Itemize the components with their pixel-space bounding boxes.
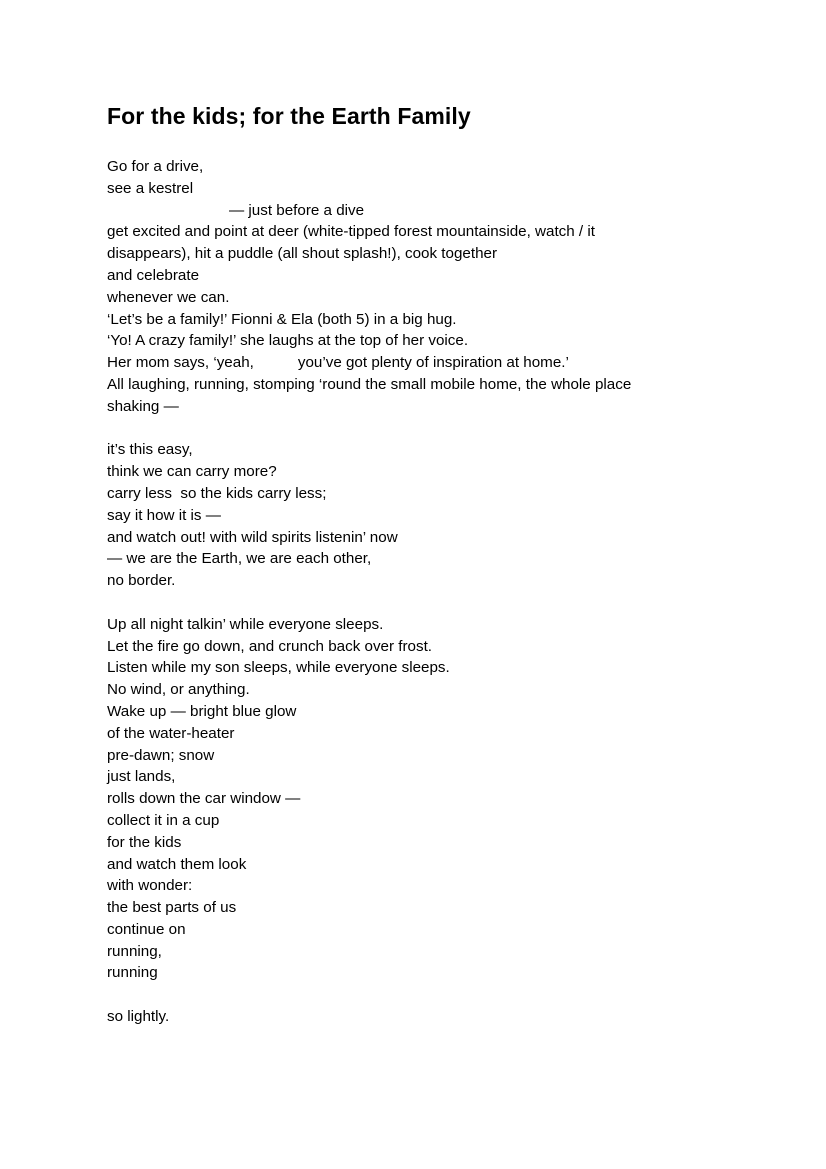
poem-line: — we are the Earth, we are each other, bbox=[107, 550, 372, 568]
poem-line-part: you’ve got plenty of inspiration at home.’ bbox=[297, 354, 569, 372]
stanza-break bbox=[107, 984, 727, 1006]
poem-title: For the kids; for the Earth Family bbox=[107, 103, 471, 129]
stanza-break bbox=[107, 418, 727, 440]
poem-line: pre-dawn; snow bbox=[107, 746, 215, 764]
poem-line: ‘Yo! A crazy family!’ she laughs at the top of her voice. bbox=[107, 332, 469, 350]
poem-line: Go for a drive, bbox=[107, 158, 204, 175]
poem-line: No wind, or anything. bbox=[107, 681, 250, 699]
poem-line: ‘Let’s be a family!’ Fionni & Ela (both 5) in a big hug. bbox=[107, 310, 457, 328]
stanza-4 bbox=[107, 1006, 727, 1028]
poem-line: think we can carry more? bbox=[107, 463, 277, 481]
stanza-1 bbox=[107, 156, 727, 418]
poem-line: with wonder: bbox=[107, 877, 193, 895]
poem-line: whenever we can. bbox=[107, 288, 230, 306]
poem-line: running, bbox=[107, 942, 162, 960]
poem-line: and watch out! with wild spirits listenin’ now bbox=[107, 528, 398, 546]
poem-line: get excited and point at deer (white-tipped forest mountainside, watch / it bbox=[107, 223, 595, 241]
poem-line: disappears), hit a puddle (all shout splash!), cook together bbox=[107, 245, 498, 263]
poem-line: Up all night talkin’ while everyone sleeps. bbox=[107, 615, 384, 633]
poem-line: — just before a dive bbox=[229, 201, 365, 219]
poem-line: shaking — bbox=[107, 397, 179, 415]
poem-line-split bbox=[107, 352, 727, 374]
poem-line: running bbox=[107, 964, 158, 982]
poem-body bbox=[107, 156, 727, 1028]
poem-line: so lightly. bbox=[107, 1008, 170, 1026]
stanza-break bbox=[107, 592, 727, 614]
poem-line: for the kids bbox=[107, 833, 182, 851]
poem-line: and watch them look bbox=[107, 855, 247, 873]
poem-line: say it how it is — bbox=[107, 506, 221, 524]
poem-line: Let the fire go down, and crunch back over frost. bbox=[107, 637, 433, 655]
poem-line: the best parts of us bbox=[107, 899, 237, 917]
poem-line: rolls down the car window — bbox=[107, 790, 301, 808]
poem-line: of the water-heater bbox=[107, 724, 235, 742]
stanza-2 bbox=[107, 439, 727, 592]
poem-line: no border. bbox=[107, 572, 176, 590]
poem-line: Listen while my son sleeps, while everyone sleeps. bbox=[107, 659, 450, 677]
poem-line: collect it in a cup bbox=[107, 811, 220, 829]
poem-line-part: Her mom says, ‘yeah, bbox=[107, 354, 254, 372]
stanza-3 bbox=[107, 614, 727, 985]
poem-line: just lands, bbox=[107, 768, 176, 786]
poem-line: All laughing, running, stomping ‘round the small mobile home, the whole place bbox=[107, 375, 632, 393]
poem-line: continue on bbox=[107, 920, 186, 938]
poem-line: and celebrate bbox=[107, 266, 200, 284]
poem-line: Wake up — bright blue glow bbox=[107, 702, 297, 720]
poem-line: it’s this easy, bbox=[107, 441, 193, 459]
poem-line: carry less so the kids carry less; bbox=[107, 484, 327, 502]
poem-line: see a kestrel bbox=[107, 179, 194, 197]
